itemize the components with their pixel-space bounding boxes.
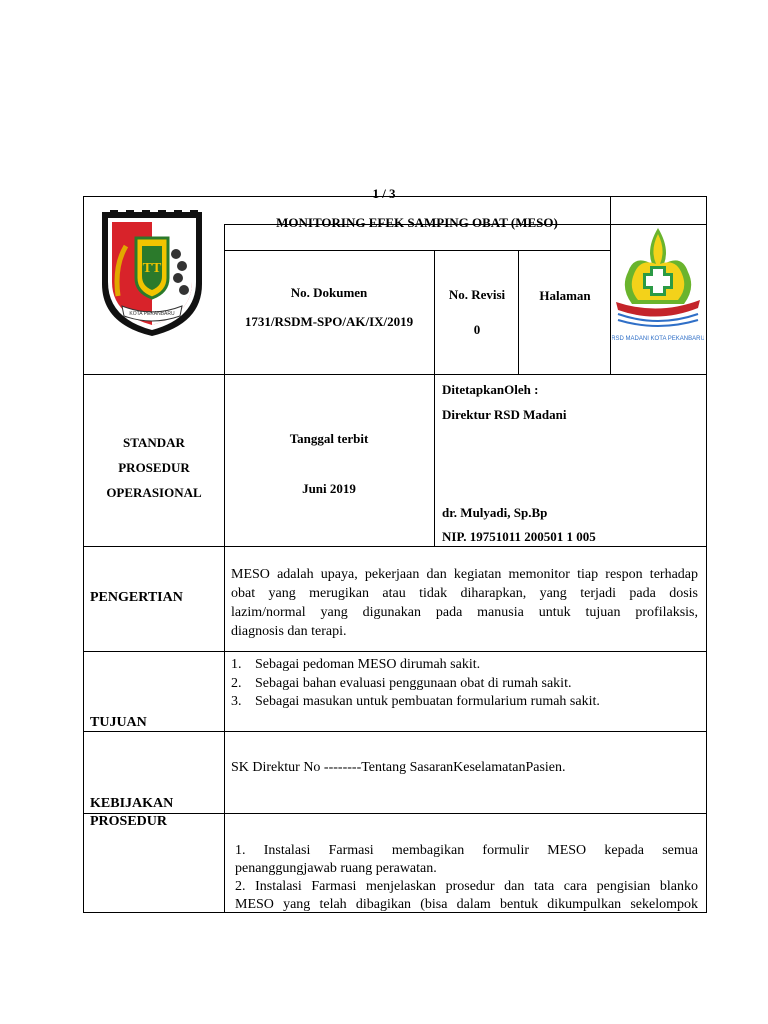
kebijakan-text: SK Direktur No --------Tentang SasaranKeselamatanPasien. [231,760,566,775]
page-number: 1 / 3 [372,186,396,201]
pengertian-line: MESO adalah upaya, pekerjaan dan kegiatan memonitor tiap respon terhadap [231,567,698,582]
grid-line [83,374,707,375]
grid-line [83,196,84,913]
prosedur-line: MESO yang telah dibagikan (bisa dalam bentuk dikumpulkan sekelompok [235,897,698,912]
grid-line [518,250,519,374]
spo-title-line: OPERASIONAL [106,485,202,500]
grid-line [83,813,707,814]
prosedur-line: 2. Instalasi Farmasi menjelaskan prosedur dan tata cara pengisian blanko [235,879,698,894]
grid-line [83,731,707,732]
logo-caption: KOTA PEKANBARU [129,311,175,317]
issue-date-label: Tanggal terbit [289,431,369,446]
pengertian-line: diagnosis dan terapi. [231,624,347,639]
tujuan-list [231,656,698,712]
prosedur-label: PROSEDUR [90,814,168,829]
revision-value: 0 [473,322,481,337]
list-number: 3. [231,694,242,709]
prosedur-line: penanggungjawab ruang perawatan. [235,861,437,876]
spo-title [84,430,224,505]
doc-number-label: No. Dokumen [290,285,368,300]
svg-text:TT: TT [142,261,162,276]
grid-line [706,196,707,913]
list-item [231,693,698,712]
document-title: MONITORING EFEK SAMPING OBAT (MESO) [276,215,558,230]
pengertian-line: lazim/normal yang digunakan pada manusia untuk tujuan profilaksis, [231,605,698,620]
logo-caption: RSD MADANI KOTA PEKANBARU [612,336,704,342]
pengertian-line: obat yang merugikan atau tidak diharapkan, yang terjadi pada dosis [231,586,698,601]
pengertian-text [231,565,698,641]
kebijakan-label: KEBIJAKAN [90,796,174,811]
list-text: Sebagai masukan untuk pembuatan formularium rumah sakit. [255,694,600,709]
director-title: Direktur RSD Madani [442,407,567,422]
tujuan-label: TUJUAN [90,715,147,730]
pengertian-label: PENGERTIAN [90,590,183,605]
prosedur-line: 1. Instalasi Farmasi membagikan formulir MESO kepada semua [235,843,698,858]
page-label: Halaman [539,288,591,303]
spo-title-line: STANDAR [123,435,185,450]
grid-line [83,546,707,547]
issue-date-value: Juni 2019 [302,481,356,496]
director-nip: NIP. 19751011 200501 1 005 [442,529,596,544]
set-by-label: DitetapkanOleh : [442,382,539,397]
grid-line [83,651,707,652]
city-coat-of-arms-logo [96,206,208,340]
list-number: 1. [231,657,242,672]
grid-line [434,250,435,546]
hospital-logo [612,224,704,350]
prosedur-text [235,842,698,914]
list-text: Sebagai pedoman MESO dirumah sakit. [255,657,481,672]
list-text: Sebagai bahan evaluasi penggunaan obat di rumah sakit. [255,675,572,691]
spo-title-line: PROSEDUR [118,460,190,475]
director-name: dr. Mulyadi, Sp.Bp [442,505,548,520]
list-item [231,675,698,694]
doc-number-value: 1731/RSDM-SPO/AK/IX/2019 [244,314,414,329]
revision-label: No. Revisi [448,287,506,302]
list-number: 2. [231,675,242,691]
grid-line [610,196,611,374]
grid-line [224,250,610,251]
list-item [231,656,698,675]
